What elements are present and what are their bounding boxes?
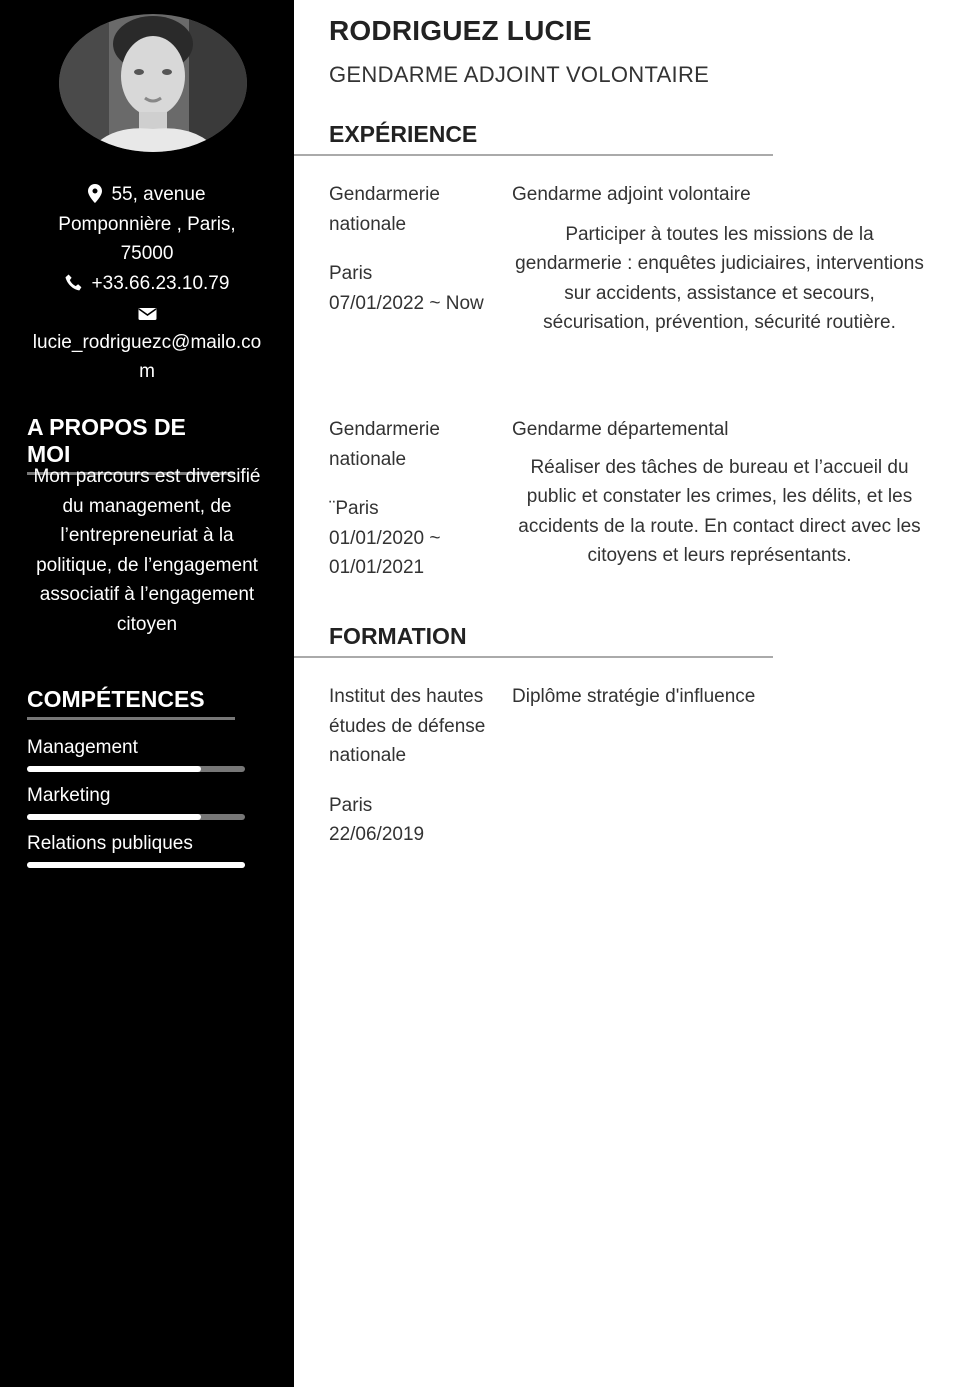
skill-label: Relations publiques — [27, 833, 193, 854]
date-range: 07/01/2022 ~ Now — [329, 292, 484, 314]
skill-bar-fill — [27, 814, 201, 820]
role-title: Gendarme adjoint volontaire — [512, 184, 751, 205]
person-name: RODRIGUEZ LUCIE — [329, 15, 592, 46]
address-line-2: Pomponnière , Paris, — [58, 213, 236, 235]
location: Paris — [329, 263, 373, 284]
skill-label: Marketing — [27, 785, 111, 806]
skill-item — [27, 832, 245, 868]
skill-bar — [27, 862, 245, 868]
institution: Institut des hautes — [329, 686, 484, 707]
envelope-icon — [138, 307, 157, 321]
experience-heading: EXPÉRIENCE — [294, 121, 773, 156]
location: ¨Paris — [329, 498, 379, 519]
map-marker-icon — [88, 184, 102, 203]
skill-bar — [27, 766, 245, 772]
skill-item — [27, 784, 245, 820]
role-description: Réaliser des tâches de bureau et l’accueil du public et constater les crimes, les délits, et les accidents de la route. En contact direct avec les citoyens et leurs représentants. — [518, 456, 921, 566]
email-line-1[interactable]: lucie_rodriguezc@mailo.co — [32, 331, 262, 353]
education-heading: FORMATION — [294, 623, 773, 658]
job-title: GENDARME ADJOINT VOLONTAIRE — [329, 62, 710, 87]
organization: Gendarmerie — [329, 419, 440, 440]
date: 22/06/2019 — [329, 824, 425, 845]
address-line-3: 75000 — [120, 243, 174, 264]
organization: Gendarmerie — [329, 184, 440, 205]
address-line-1: 55, avenue — [111, 184, 206, 205]
institution: nationale — [329, 745, 407, 766]
role-title: Gendarme départemental — [512, 419, 729, 440]
skill-bar — [27, 814, 245, 820]
institution: études de défense — [329, 715, 486, 737]
date-range: 01/01/2020 ~ — [329, 527, 441, 549]
role-description: Participer à toutes les missions de la gendarmerie : enquêtes judiciaires, interventions sur accidents, assistance et secours, sécurisation, prévention, sécurité routière. — [515, 223, 924, 333]
skill-bar-fill — [27, 766, 201, 772]
phone-number[interactable]: +33.66.23.10.79 — [91, 272, 230, 294]
contact-block — [20, 180, 274, 387]
organization: nationale — [329, 448, 407, 470]
location: Paris — [329, 794, 373, 816]
about-text: Mon parcours est diversifié du management, de l’entrepreneuriat à la politique, de l’engagement associatif à l’engagement citoyen — [33, 466, 261, 635]
date-range: 01/01/2021 — [329, 557, 425, 578]
email-line-2[interactable]: m — [139, 361, 155, 382]
about-heading: A PROPOS DE MOI — [27, 414, 235, 475]
profile-photo — [59, 14, 247, 152]
degree-title: Diplôme stratégie d'influence — [512, 686, 756, 707]
sidebar — [0, 0, 294, 1387]
organization: nationale — [329, 213, 407, 235]
skill-bar-fill — [27, 862, 245, 868]
skill-label: Management — [27, 737, 138, 758]
phone-icon — [65, 274, 83, 292]
skill-item — [27, 736, 245, 772]
skills-heading: COMPÉTENCES — [27, 686, 235, 720]
